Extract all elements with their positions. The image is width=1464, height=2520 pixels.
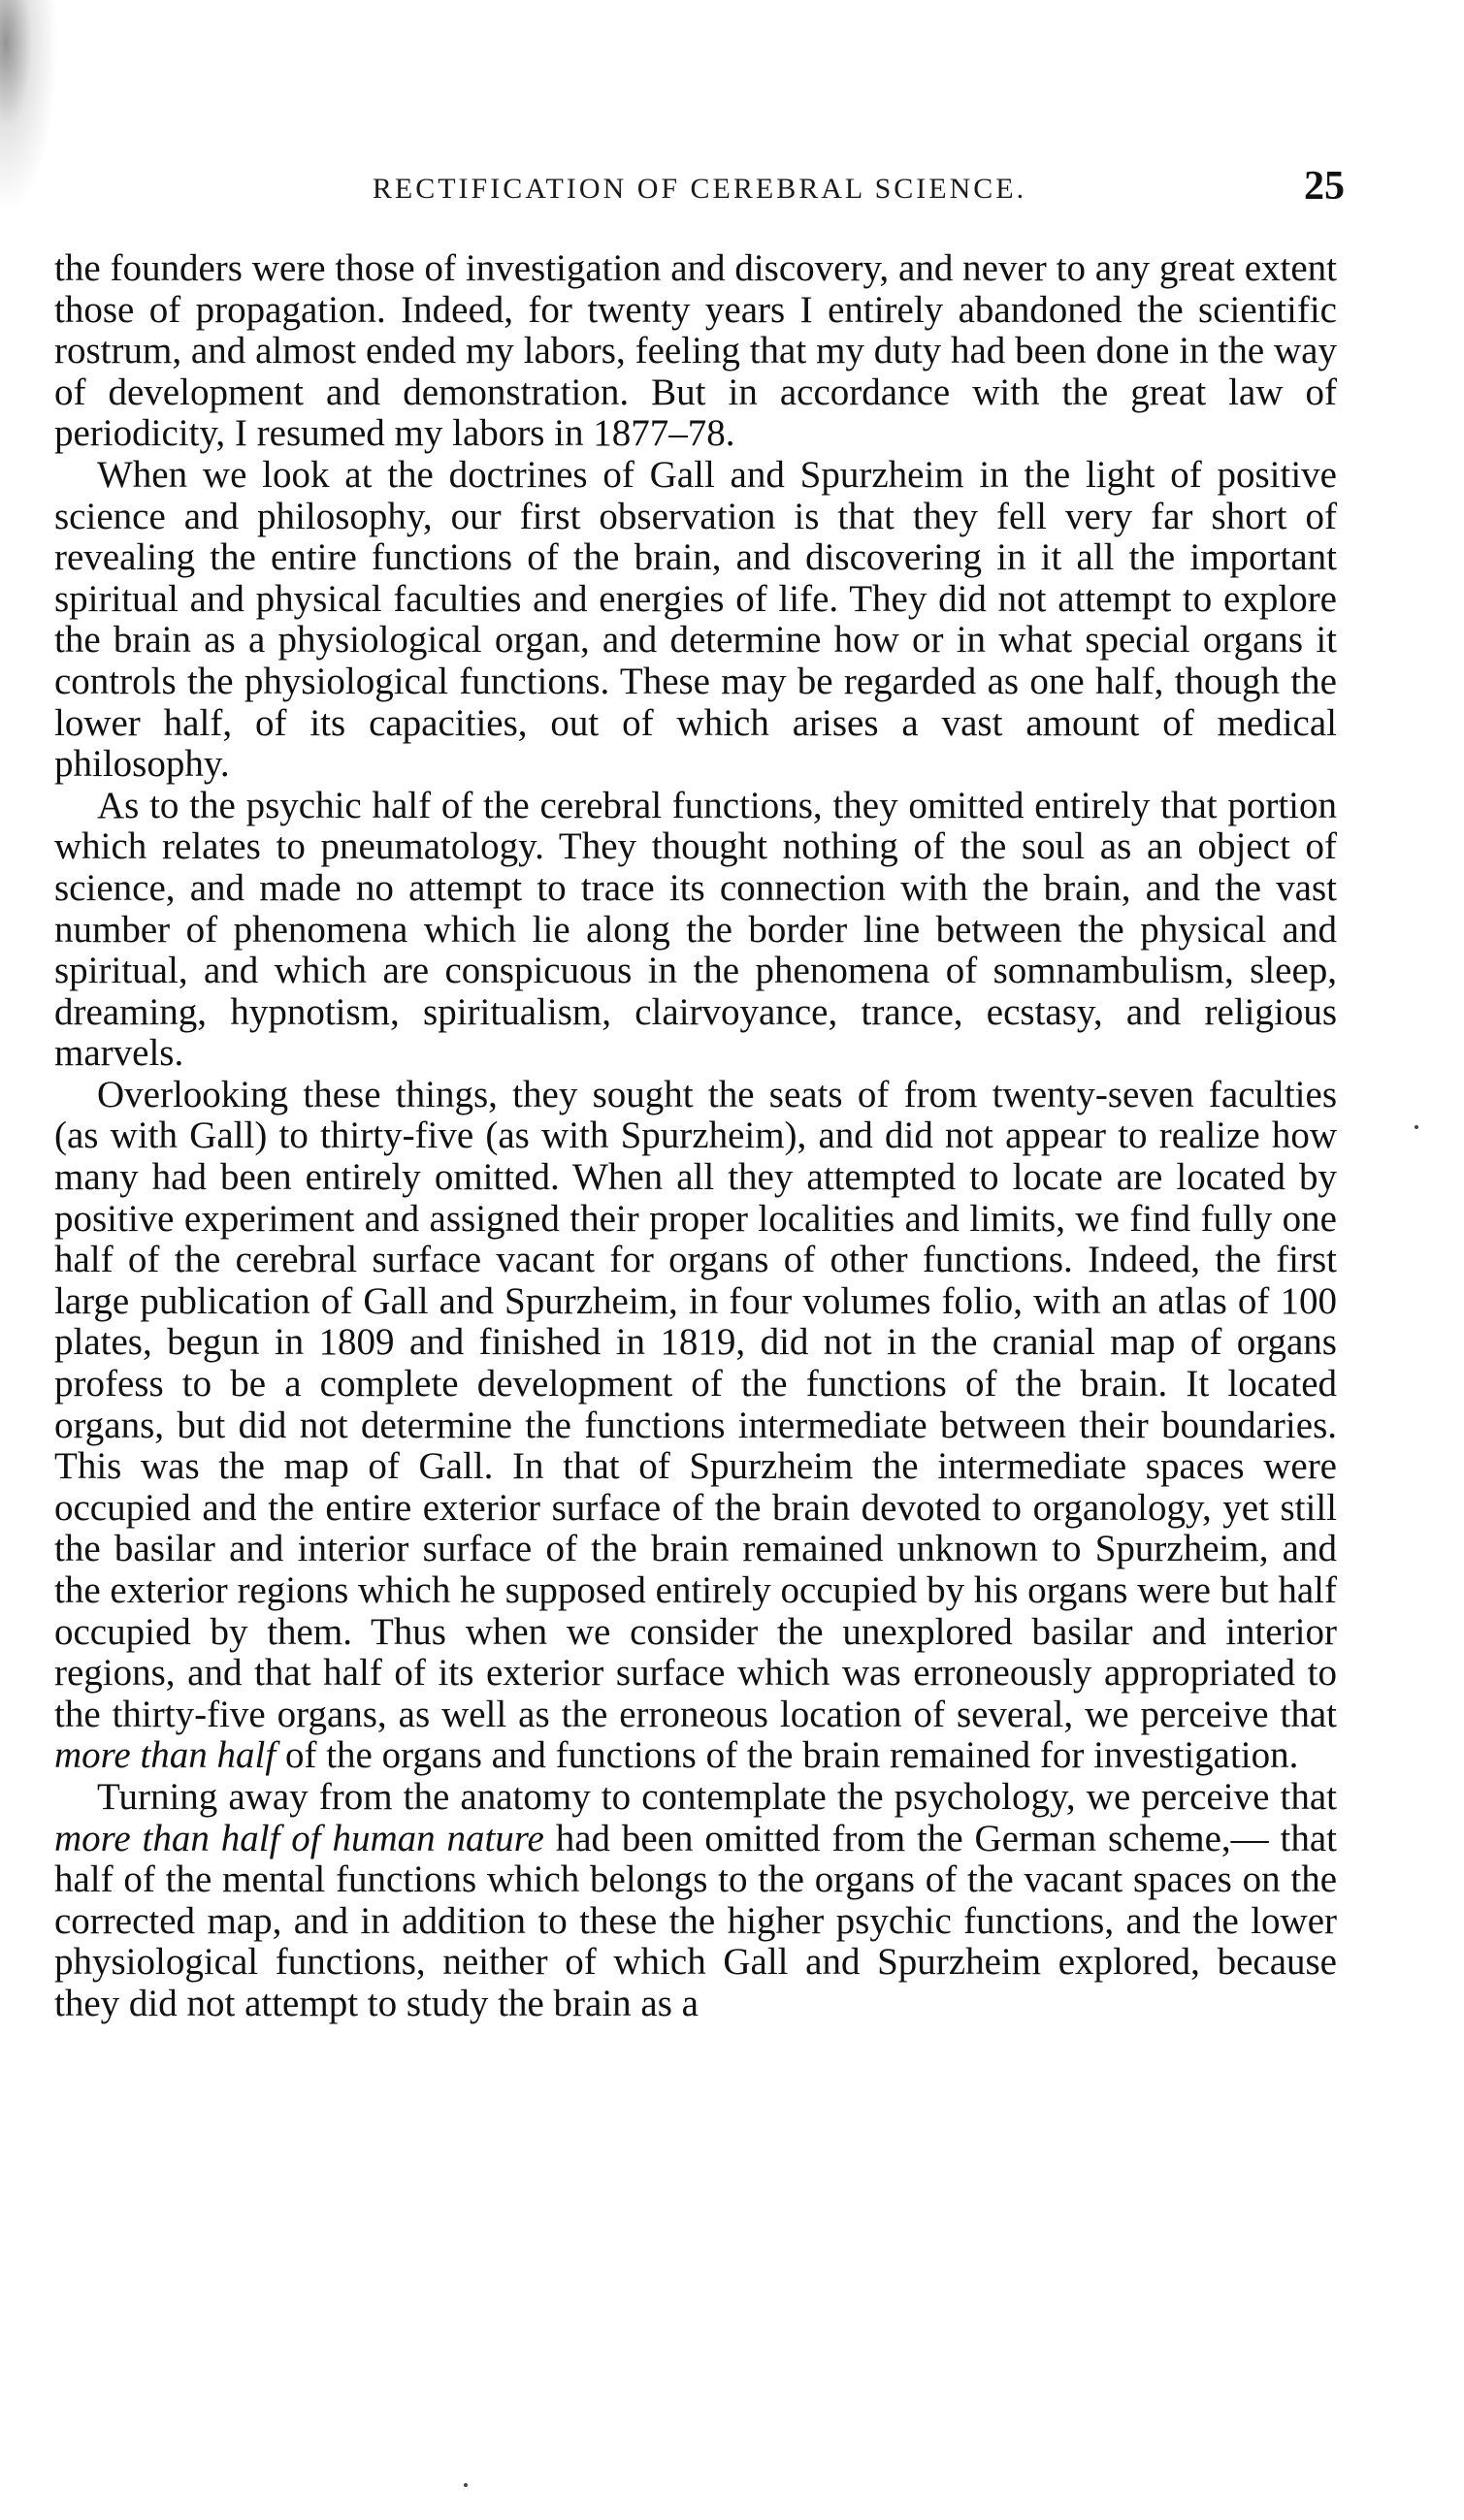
paragraph: [54, 1777, 1337, 2025]
italic-text: more than half: [54, 1734, 277, 1777]
text-run: had been omitted from the German scheme,— that half of the mental functions which belongs to the organs of the vacant spaces on the corrected map, and in addition to these the higher psychic functions, and the lower physiological functions, neither of which Gall and Spurzheim explored, because they did not attempt to study the brain as a: [54, 1817, 1337, 2024]
speck: [1415, 1125, 1418, 1129]
text-run: the founders were those of investigation and discovery, and never to any great extent those of propagation. Indeed, for twenty years I entirely abandoned the scientific rostrum, and almost ended my labors, feeling that my duty had been done in the way of development and demonstration. But in accordance with the great law of periodicity, I resumed my labors in 1877–78.: [54, 247, 1337, 455]
scan-artifact: [0, 0, 58, 213]
paragraph: [54, 786, 1337, 1075]
paragraph: [54, 1075, 1337, 1777]
paragraph: [54, 455, 1337, 786]
page-header: [54, 163, 1345, 221]
text-run: When we look at the doctrines of Gall and Spurzheim in the light of positive science and philosophy, our first observation is that they fell very far short of revealing the entire functions of the brain, and discovering in it all the important spiritual and physical faculties and energies of life. They did not attempt to explore the brain as a physiological organ, and determine how or in what special organs it controls the physiological functions. These may be regarded as one half, though the lower half, of its capacities, out of which arises a vast amount of medical philosophy.: [54, 453, 1337, 786]
speck: [464, 2483, 468, 2487]
text-run: Turning away from the anatomy to contemplate the psychology, we perceive that: [97, 1775, 1337, 1818]
text-run: of the organs and functions of the brain remained for investigation.: [276, 1734, 1299, 1777]
text-run: As to the psychic half of the cerebral functions, they omitted entirely that portion which relates to pneumatology. They thought nothing of the soul as an object of science, and made no attempt to trace its connection with the brain, and the vast number of phenomena which lie along the border line between the physical and spiritual, and which are conspicuous in the phenomena of somnambulism, sleep, dreaming, hypnotism, spiritualism, clairvoyance, trance, ecstasy, and religious marvels.: [54, 784, 1337, 1075]
page-number: 25: [1304, 164, 1345, 209]
text-run: Overlooking these things, they sought the seats of from twenty-seven faculties (as with Gall) to thirty-five (as with Spurzheim), and did not appear to realize how many had been entirely omitted. When all they attempted to locate are located by positive experiment and assigned their proper localities and limits, we find fully one half of the cerebral surface vacant for organs of other functions. Indeed, the first large publication of Gall and Spurzheim, in four volumes folio, with an atlas of 100 plates, begun in 1809 and finished in 1819, did not in the cranial map of organs profess to be a complete development of the functions of the brain. It located organs, but did not determine the functions intermediate between their boundaries. This was the map of Gall. In that of Spurzheim the intermediate spaces were occupied and the entire exterior surface of the brain devoted to organology, yet still the basilar and interior surface of the brain remained unknown to Spurzheim, and the exterior regions which he supposed entirely occupied by his organs were but half occupied by them. Thus when we consider the unexplored basilar and interior regions, and that half of its exterior surface which was erroneously appropriated to the thirty-five organs, as well as the erroneous location of several, we perceive that: [54, 1073, 1337, 1735]
running-title: RECTIFICATION OF CEREBRAL SCIENCE.: [372, 173, 1027, 205]
paragraph: [54, 248, 1337, 455]
body-text: [54, 248, 1337, 2025]
italic-text: more than half of human nature: [54, 1817, 544, 1859]
